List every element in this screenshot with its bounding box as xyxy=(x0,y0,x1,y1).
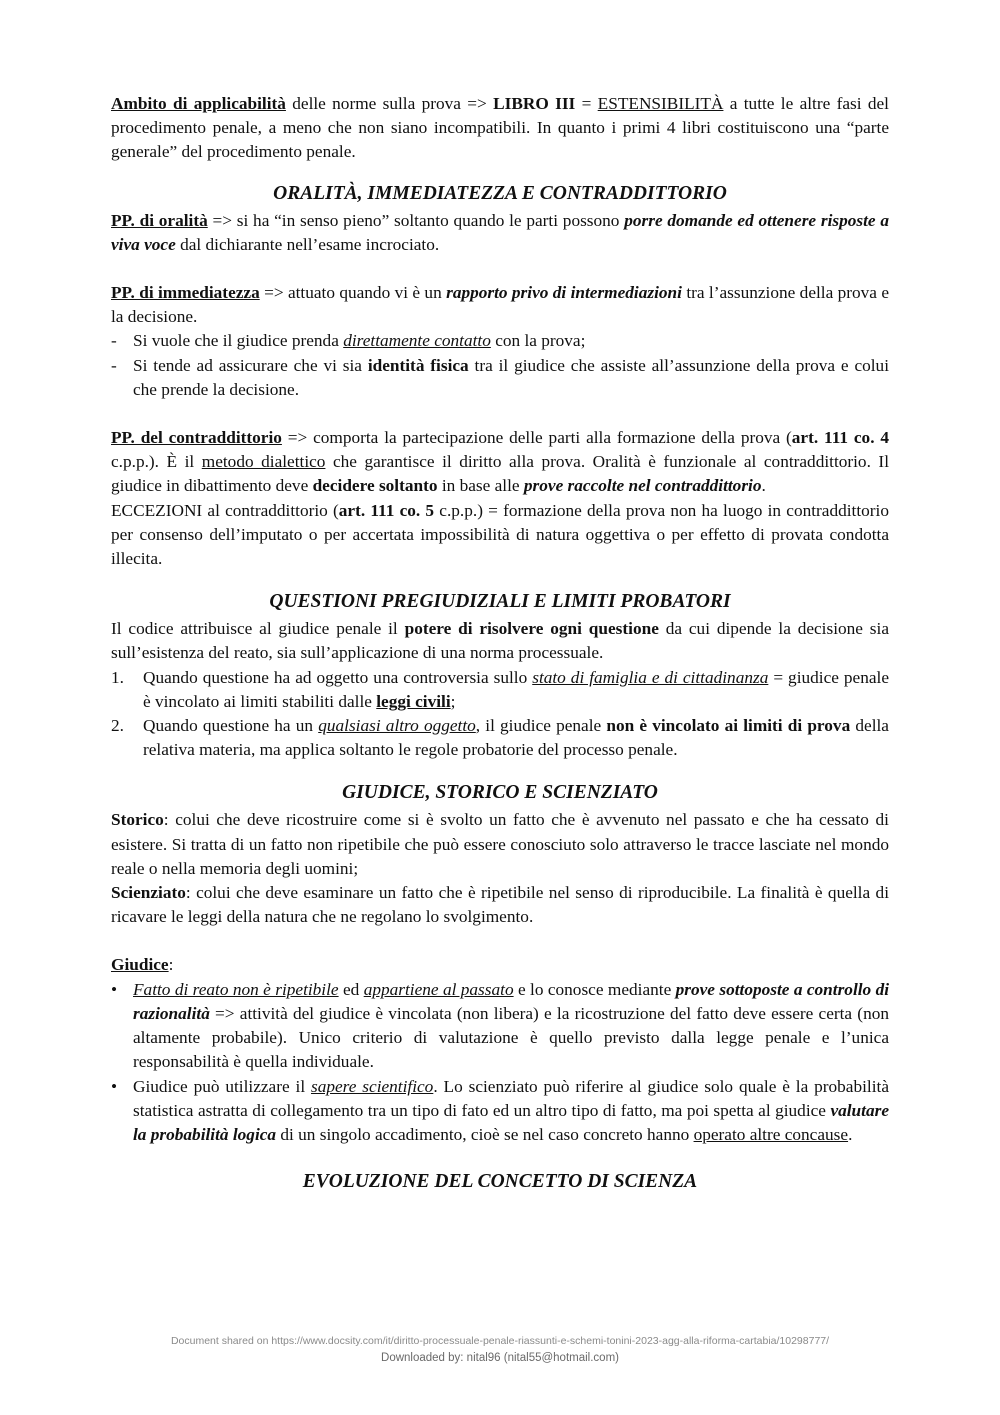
list-item: - Si vuole che il giudice prenda direttamente contatto con la prova; xyxy=(111,331,586,351)
list-item: 1. Quando questione ha ad oggetto una controversia sullo stato di famiglia e di cittadinanza = giudice penale è vincolato ai limiti stabiliti dalle leggi civili; xyxy=(111,667,889,711)
paragraph-immediatezza: PP. di immediatezza => attuato quando vi è un rapporto privo di intermediazioni tra l’assunzione della prova e la decisione. xyxy=(111,283,890,327)
questioni-list xyxy=(111,666,889,763)
heading-questioni: QUESTIONI PREGIUDIZIALI E LIMITI PROBATORI xyxy=(269,591,731,613)
footer-shared-link[interactable]: Document shared on https://www.docsity.com/it/diritto-processuale-penale-riassunti-e-schemi-tonini-2023-agg-alla-riforma-cartabia/10298777/ xyxy=(170,1335,830,1347)
list-item: • Fatto di reato non è ripetibile ed appartiene al passato e lo conosce mediante prove sottoposte a controllo di razionalità => attività del giudice è vincolata (non libera) e la ricostruzione del fatto deve essere certa (non altamente probabile). Unico criterio di valutazione è quello previsto dalla legge penale e l’unica responsabilità è quella individuale. xyxy=(111,979,890,1072)
paragraph-questioni: Il codice attribuisce al giudice penale il potere di risolvere ogni questione da cui dipende la decisione sia sull’esistenza del reato, sia sull’applicazione di una norma processuale. xyxy=(111,619,890,663)
intro-paragraph: Ambito di applicabilità delle norme sulla prova => LIBRO III = ESTENSIBILITÀ a tutte le altre fasi del procedimento penale, a meno che non siano incompatibili. In quanto i primi 4 libri costituiscono una “parte generale” del procedimento penale. xyxy=(111,94,889,162)
heading-giudice-storico-scienziato: GIUDICE, STORICO E SCIENZIATO xyxy=(342,782,658,804)
paragraph-scienziato: Scienziato: colui che deve esaminare un fatto che è ripetibile nel senso di riproducibile. La finalità è quella di ricavare le leggi della natura che ne regolano lo svolgimento. xyxy=(111,883,889,927)
immediatezza-list xyxy=(111,329,889,402)
giudice-list xyxy=(111,978,889,1147)
paragraph-eccezioni: ECCEZIONI al contraddittorio (art. 111 co. 5 c.p.p.) = formazione della prova non ha luogo in contraddittorio per consenso dell’imputato o per accertata impossibilità di natura oggettiva o per effetto di provata condotta illecita. xyxy=(111,500,889,569)
heading-oralita: ORALITÀ, IMMEDIATEZZA E CONTRADDITTORIO xyxy=(273,182,727,204)
paragraph-storico: Storico: colui che deve ricostruire come si è svolto un fatto che è avvenuto nel passato e che ha cessato di esistere. Si tratta di un fatto non ripetibile che può essere conosciuto solo attraverso le tracce lasciate nel mondo reale o nella memoria degli uomini; xyxy=(111,810,889,878)
heading-evoluzione: EVOLUZIONE DEL CONCETTO DI SCIENZA xyxy=(302,1171,698,1193)
list-item: • Giudice può utilizzare il sapere scientifico. Lo scienziato può riferire al giudice solo quale è la probabilità statistica astratta di collegamento tra un tipo di fato ed un altro tipo di fatto, ma poi spetta al giudice valutare la probabilità logica di un singolo accadimento, cioè se nel caso concreto hanno operato altre concause. xyxy=(111,1076,889,1144)
giudice-label: Giudice: xyxy=(111,955,174,975)
document-page xyxy=(111,92,889,1197)
paragraph-contraddittorio: PP. del contraddittorio => comporta la partecipazione delle parti alla formazione della prova (art. 111 co. 4 c.p.p.). È il metodo dialettico che garantisce il diritto alla prova. Oralità è funzionale al contraddittorio. Il giudice in dibattimento deve decidere soltanto in base alle prove raccolte nel contraddittorio. xyxy=(111,428,889,496)
paragraph-oralita: PP. di oralità => si ha “in senso pieno” soltanto quando le parti possono porre domande ed ottenere risposte a viva voce dal dichiarante nell’esame incrociato. xyxy=(111,210,889,254)
footer-downloaded-by: Downloaded by: nital96 (nital55@hotmail.com) xyxy=(381,1352,619,1364)
intro-term: Ambito di applicabilità xyxy=(111,94,286,113)
list-item: 2. Quando questione ha un qualsiasi altro oggetto, il giudice penale non è vincolato ai limiti di prova della relativa materia, ma applica soltanto le regole probatorie del processo penale. xyxy=(111,716,889,760)
list-item: - Si tende ad assicurare che vi sia identità fisica tra il giudice che assiste all’assunzione della prova e colui che prende la decisione. xyxy=(111,355,890,399)
